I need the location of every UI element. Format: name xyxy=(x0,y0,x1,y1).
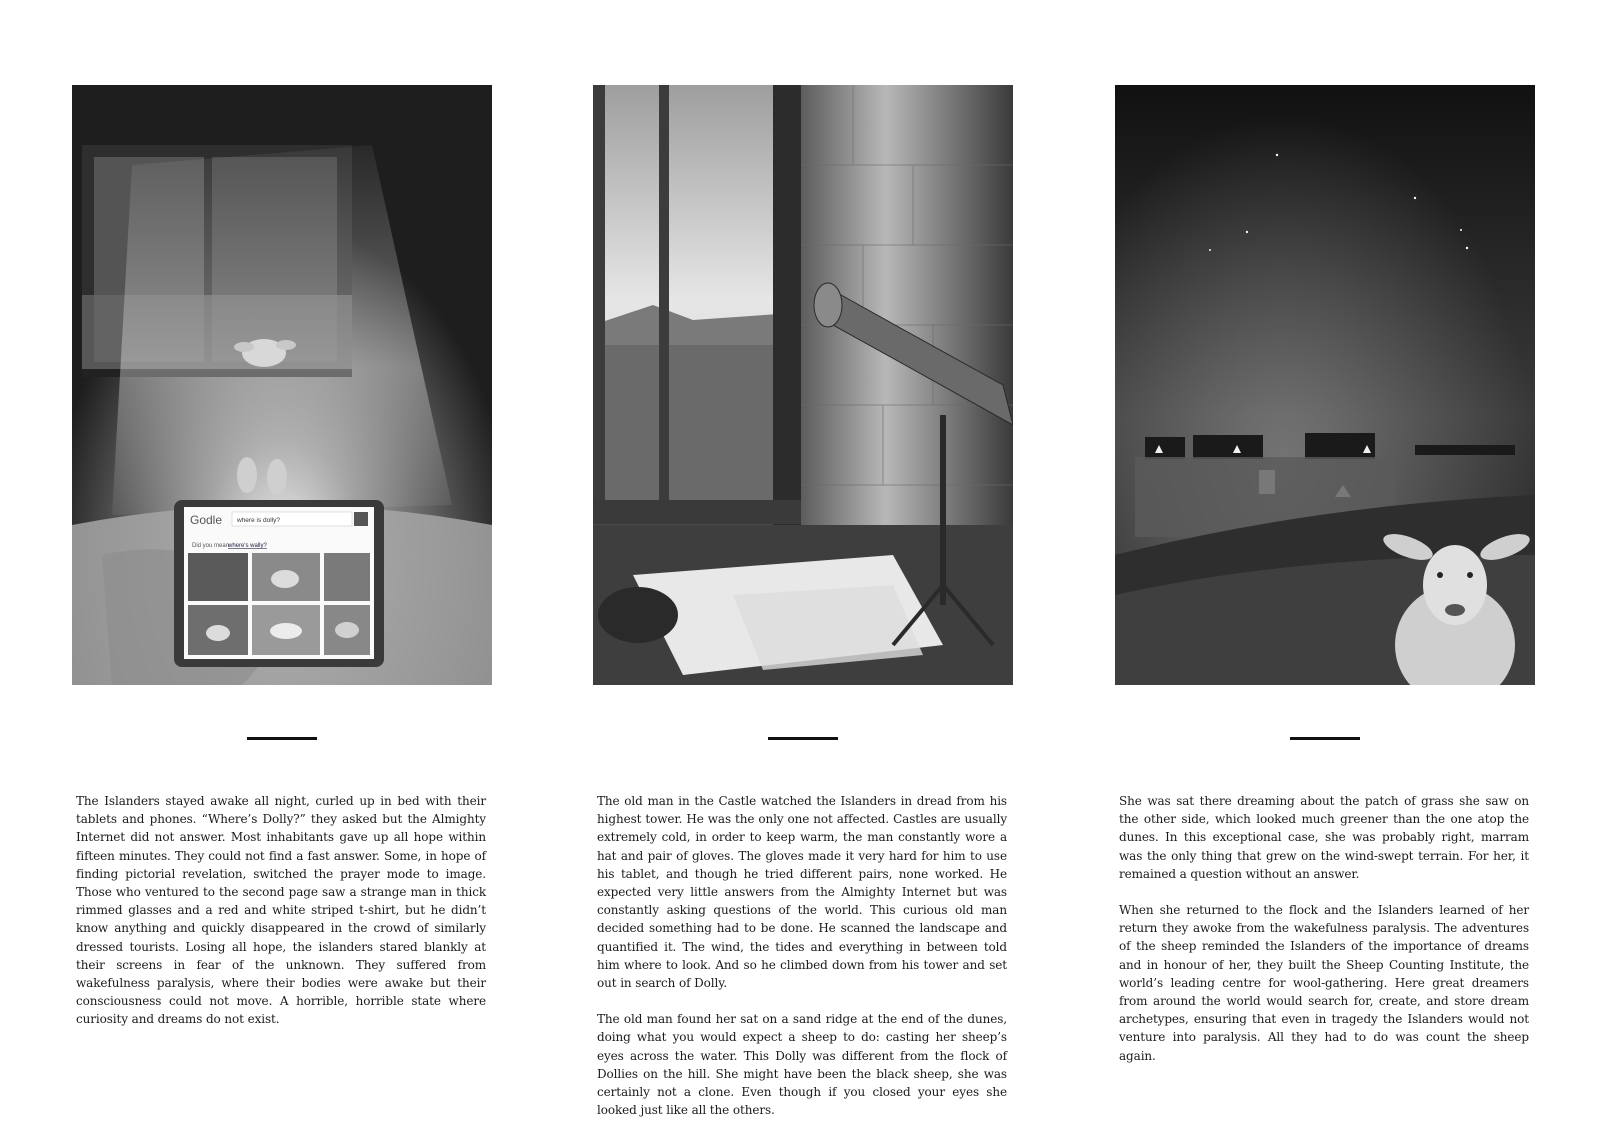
divider-rule xyxy=(1290,737,1360,740)
tablet-device xyxy=(174,500,384,667)
story-text xyxy=(1119,792,1529,1083)
search-query: where is dolly? xyxy=(237,517,280,524)
story-text xyxy=(597,792,1007,1137)
bedroom-tablet-image xyxy=(72,85,492,685)
castle-window-image xyxy=(593,85,1013,685)
suggestion-prefix: Did you mean xyxy=(192,543,230,549)
illustration-night-sheep xyxy=(1115,85,1535,685)
story-text xyxy=(76,792,486,1047)
paragraph: She was sat there dreaming about the patch of grass she saw on the other side, which looked much greener than the one atop the dunes. In this exceptional case, she was probably right, marram was the only thing that grew on the wind-swept terrain. For her, it remained a question without an answer. xyxy=(1119,794,1529,881)
paragraph: The old man in the Castle watched the Islanders in dread from his highest tower. He was the only one not affected. Castles are usually extremely cold, in order to keep warm, the man constantly wore a hat and pair of gloves. The gloves made it very hard for him to use his tablet, and though he tried different pairs, none worked. He expected very little answers from the Almighty Internet but was constantly asking questions of the world. This curious old man decided something had to be done. He scanned the landscape and quantified it. The wind, the tides and everything in between told him where to look. And so he climbed down from his tower and set out in search of Dolly. xyxy=(597,794,1007,991)
illustration-bedroom-tablet xyxy=(72,85,492,685)
divider-rule xyxy=(768,737,838,740)
paragraph: The old man found her sat on a sand ridge at the end of the dunes, doing what you would expect a sheep to do: casting her sheep’s eyes across the water. This Dolly was different from the flock of Dollies on the hill. She might have been the black sheep, she was certainly not a clone. Even though if you closed your eyes she looked just like all the others. xyxy=(597,1012,1007,1118)
paragraph: The Islanders stayed awake all night, curled up in bed with their tablets and phones. “Where’s Dolly?” they asked but the Almighty Internet did not answer. Most inhabitants gave up all hope within fifteen minutes. They could not find a fast answer. Some, in hope of finding pictorial revelation, switched the prayer mode to image. Those who ventured to the second page saw a strange man in thick rimmed glasses and a red and white striped t-shirt, but he didn’t know anything and quickly disappeared in the crowd of similarly dressed tourists. Losing all hope, the islanders stared blankly at their screens in fear of the unknown. They suffered from wakefulness paralysis, where their bodies were awake but their consciousness could not move. A horrible, horrible state where curiosity and dreams do not exist. xyxy=(76,794,486,1027)
night-dunes-image xyxy=(1115,85,1535,685)
suggestion-link: where's wally? xyxy=(228,543,267,549)
illustration-castle-window xyxy=(593,85,1013,685)
search-logo: Godle xyxy=(190,513,223,527)
divider-rule xyxy=(247,737,317,740)
paragraph: When she returned to the flock and the Islanders learned of her return they awoke from the wakefulness paralysis. The adventures of the sheep reminded the Islanders of the importance of dreams and in honour of her, they built the Sheep Counting Institute, the world’s leading centre for wool-gathering. Here great dreamers from around the world would search for, create, and store dream archetypes, ensuring that even in tragedy the Islanders would not venture into paralysis. All they had to do was count the sheep again. xyxy=(1119,903,1529,1063)
